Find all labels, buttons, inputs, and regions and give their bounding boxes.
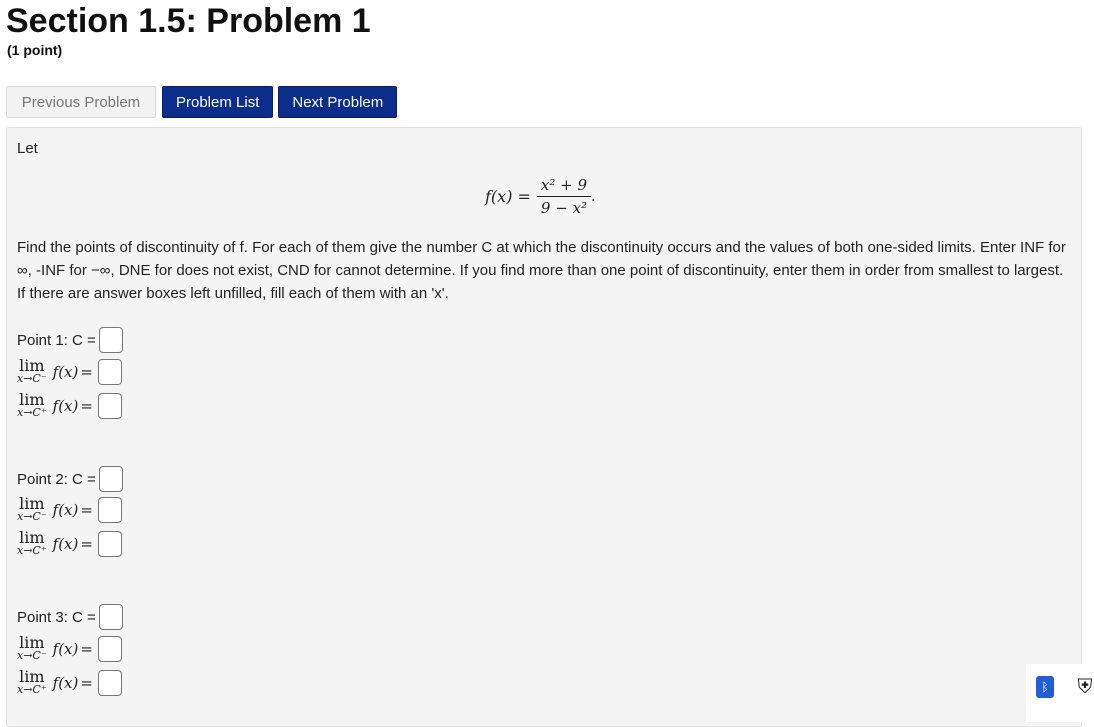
fx-label: f(x) <box>52 535 79 553</box>
page-title: Section 1.5: Problem 1 <box>6 2 371 40</box>
lim-subscript: x→C⁻ <box>17 510 47 523</box>
equals-sign: = <box>80 674 93 692</box>
point-label: Point 3: C = <box>17 608 96 626</box>
fx-label: f(x) <box>52 640 79 658</box>
problem-list-button[interactable]: Problem List <box>162 86 273 118</box>
denominator: 9 − x² <box>540 199 588 217</box>
lim-word: lim <box>19 633 45 652</box>
point-3-right-limit-row <box>17 667 122 696</box>
point-2-left-limit-row <box>17 494 122 523</box>
shield-icon[interactable]: ⛨ <box>1077 675 1093 698</box>
lim-word: lim <box>19 528 45 547</box>
point-label: Point 2: C = <box>17 470 96 488</box>
limit-notation <box>17 356 47 385</box>
fraction <box>537 176 591 217</box>
point-1-c-row <box>17 327 123 353</box>
bluetooth-icon[interactable]: ᛒ <box>1036 676 1054 698</box>
fx-label: f(x) <box>52 501 79 519</box>
equals-sign: = <box>80 397 93 415</box>
previous-problem-button[interactable]: Previous Problem <box>6 86 156 118</box>
fx-label: f(x) <box>52 397 79 415</box>
point-2-left-limit-input[interactable] <box>98 497 122 523</box>
point-3-c-input[interactable] <box>99 604 123 630</box>
point-1-left-limit-input[interactable] <box>98 359 122 385</box>
point-2-right-limit-input[interactable] <box>98 531 122 557</box>
limit-notation <box>17 667 47 696</box>
lim-subscript: x→C⁺ <box>17 683 47 696</box>
problem-nav <box>6 86 397 118</box>
function-definition <box>485 176 596 217</box>
point-1-c-input[interactable] <box>99 327 123 353</box>
point-value: (1 point) <box>7 42 63 58</box>
lim-subscript: x→C⁻ <box>17 372 47 385</box>
limit-notation <box>17 528 47 557</box>
lim-word: lim <box>19 390 45 409</box>
point-1-left-limit-row <box>17 356 122 385</box>
point-3-right-limit-input[interactable] <box>98 670 122 696</box>
numerator: x² + 9 <box>537 176 591 197</box>
fx-label: f(x) <box>52 674 79 692</box>
equals-sign: = <box>80 363 93 381</box>
limit-notation <box>17 390 47 419</box>
point-2-right-limit-row <box>17 528 122 557</box>
equals-sign: = <box>80 501 93 519</box>
point-3-left-limit-row <box>17 633 122 662</box>
let-text: Let <box>17 140 38 157</box>
lim-subscript: x→C⁺ <box>17 406 47 419</box>
lim-word: lim <box>19 356 45 375</box>
point-1-right-limit-row <box>17 390 122 419</box>
point-3-left-limit-input[interactable] <box>98 636 122 662</box>
instructions-text: Find the points of discontinuity of f. For each of them give the number C at which the discontinuity occurs and the values of both one-sided limits. Enter INF for ∞, -INF for −∞, DNE for does not exist, CND for cannot determine. If you find more than one point of discontinuity, enter them in order from smallest to largest. If there are answer boxes left unfilled, fill each of them with an 'x'. <box>17 239 1066 302</box>
point-3-c-row <box>17 604 123 630</box>
equals-sign: = <box>80 535 93 553</box>
fx-label: f(x) <box>52 363 79 381</box>
limit-notation <box>17 633 47 662</box>
equals-sign: = <box>80 640 93 658</box>
point-2-c-input[interactable] <box>99 466 123 492</box>
lim-subscript: x→C⁻ <box>17 649 47 662</box>
lim-word: lim <box>19 494 45 513</box>
point-2-c-row <box>17 466 123 492</box>
next-problem-button[interactable]: Next Problem <box>278 86 397 118</box>
point-label: Point 1: C = <box>17 331 96 349</box>
problem-body <box>6 127 1082 727</box>
lim-subscript: x→C⁺ <box>17 544 47 557</box>
function-lhs: f(x) = <box>485 187 531 206</box>
limit-notation <box>17 494 47 523</box>
period: . <box>591 187 596 205</box>
point-1-right-limit-input[interactable] <box>98 393 122 419</box>
lim-word: lim <box>19 667 45 686</box>
